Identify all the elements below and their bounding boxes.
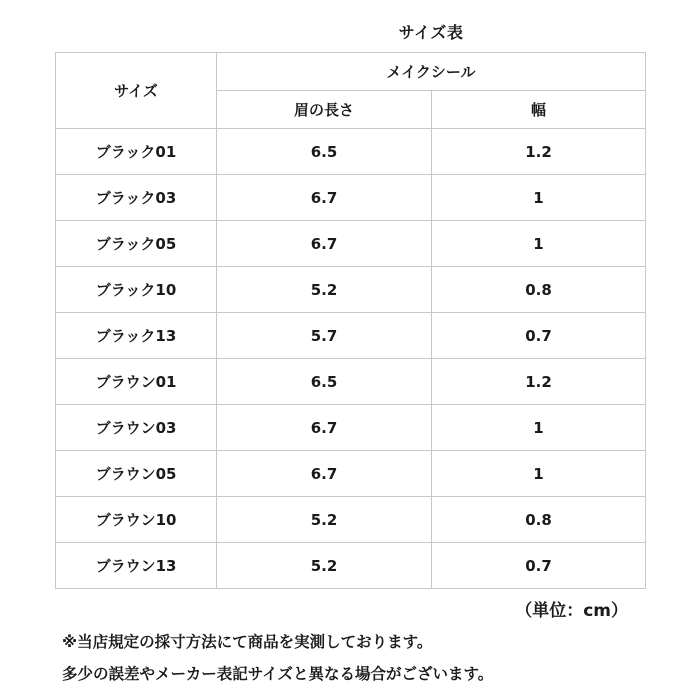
cell-size-name: ブラック13 — [56, 313, 217, 359]
cell-width: 1 — [432, 221, 646, 267]
cell-width: 1.2 — [432, 129, 646, 175]
unit-label: （単位：cm） — [515, 601, 628, 621]
cell-size-name: ブラック10 — [56, 267, 217, 313]
table-header-row — [56, 53, 646, 91]
cell-size-name: ブラック05 — [56, 221, 217, 267]
cell-width: 0.8 — [432, 497, 646, 543]
table-row — [56, 405, 646, 451]
table-row — [56, 543, 646, 589]
table-row — [56, 267, 646, 313]
table-row — [56, 497, 646, 543]
note-line-2: 多少の誤差やメーカー表記サイズと異なる場合がございます。 — [62, 665, 494, 683]
cell-width: 1 — [432, 175, 646, 221]
cell-size-name: ブラック03 — [56, 175, 217, 221]
table-row — [56, 175, 646, 221]
cell-brow-length: 6.5 — [217, 359, 432, 405]
cell-size-name: ブラウン10 — [56, 497, 217, 543]
cell-size-name: ブラック01 — [56, 129, 217, 175]
cell-width: 1 — [432, 451, 646, 497]
cell-width: 0.7 — [432, 313, 646, 359]
table-row — [56, 359, 646, 405]
cell-size-name: ブラウン13 — [56, 543, 217, 589]
table-row — [56, 221, 646, 267]
cell-brow-length: 6.7 — [217, 175, 432, 221]
table-row — [56, 451, 646, 497]
size-table — [55, 52, 646, 589]
cell-brow-length: 5.2 — [217, 267, 432, 313]
cell-brow-length: 5.7 — [217, 313, 432, 359]
cell-brow-length: 5.2 — [217, 543, 432, 589]
cell-width: 1 — [432, 405, 646, 451]
header-size: サイズ — [56, 53, 217, 129]
cell-brow-length: 6.5 — [217, 129, 432, 175]
cell-brow-length: 6.7 — [217, 405, 432, 451]
cell-width: 1.2 — [432, 359, 646, 405]
cell-size-name: ブラウン01 — [56, 359, 217, 405]
table-row — [56, 129, 646, 175]
cell-width: 0.8 — [432, 267, 646, 313]
header-brow-length: 眉の長さ — [217, 91, 432, 129]
cell-brow-length: 6.7 — [217, 221, 432, 267]
cell-brow-length: 6.7 — [217, 451, 432, 497]
cell-brow-length: 5.2 — [217, 497, 432, 543]
header-width: 幅 — [432, 91, 646, 129]
page-title: サイズ表 — [398, 23, 464, 42]
cell-width: 0.7 — [432, 543, 646, 589]
header-makeup-seal: メイクシール — [217, 53, 646, 91]
note-line-1: ※当店規定の採寸方法にて商品を実測しております。 — [62, 633, 433, 651]
cell-size-name: ブラウン05 — [56, 451, 217, 497]
table-row — [56, 313, 646, 359]
cell-size-name: ブラウン03 — [56, 405, 217, 451]
